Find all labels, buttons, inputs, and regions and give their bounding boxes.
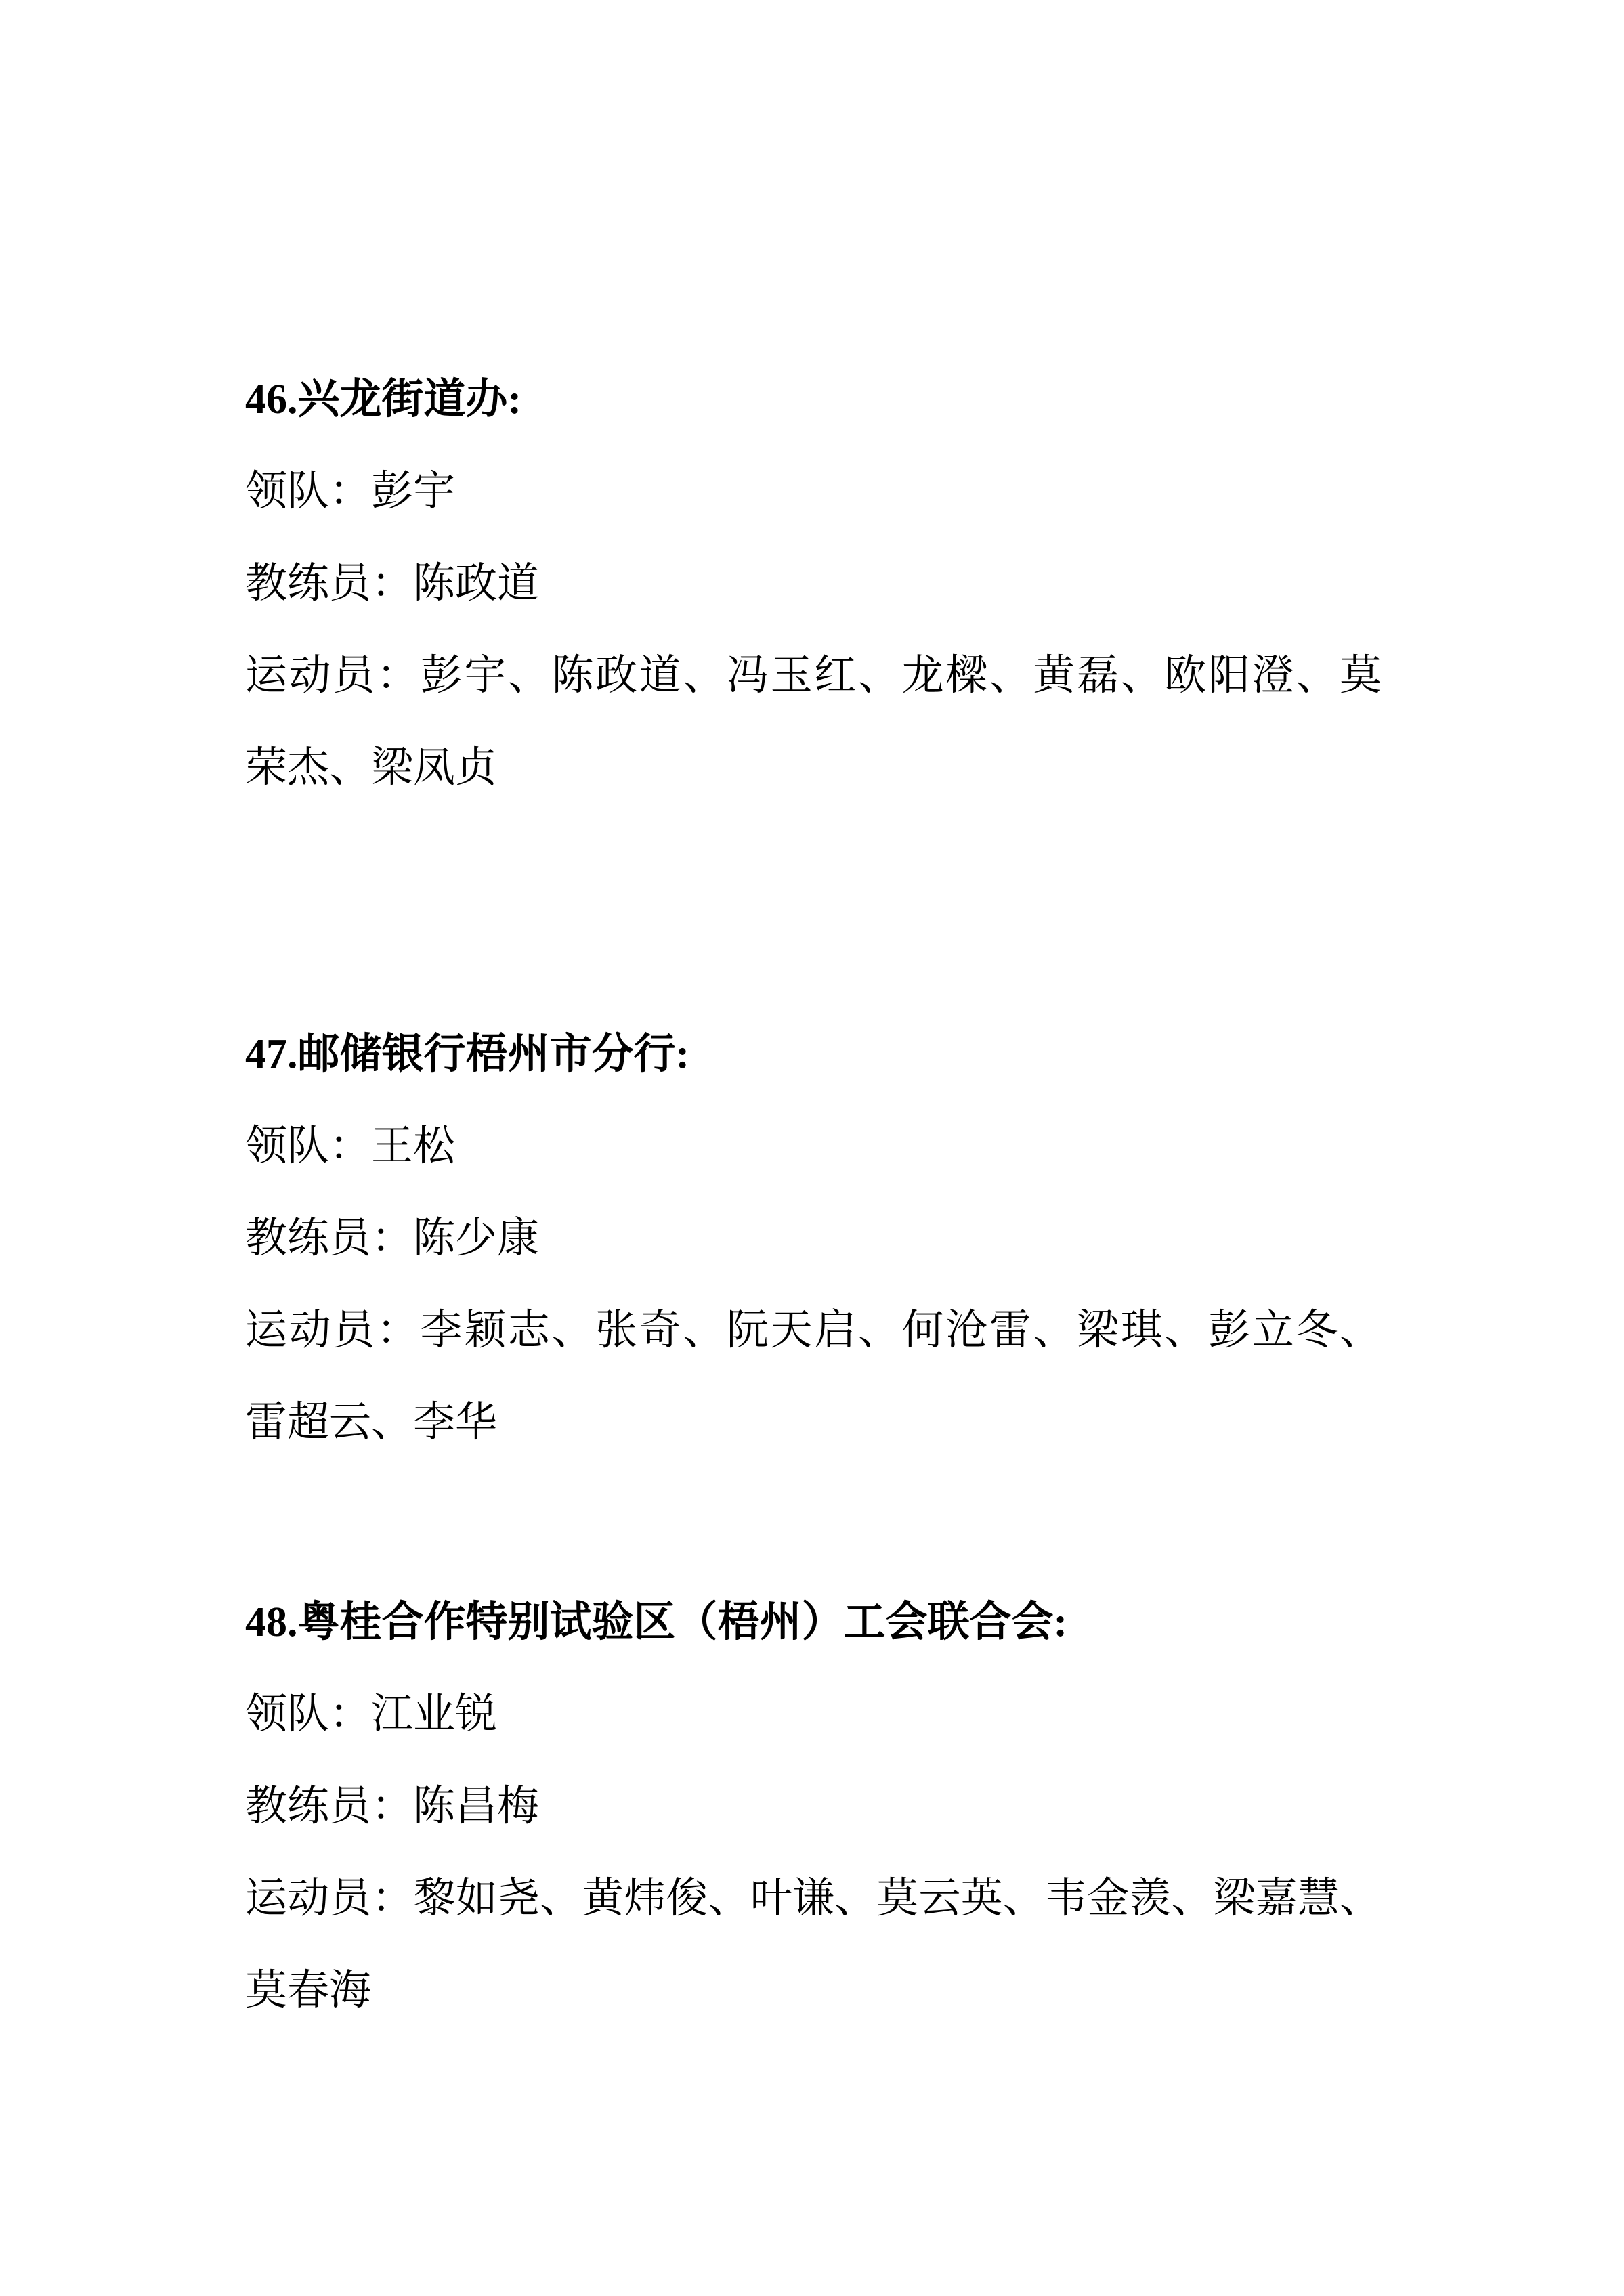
athletes-line-1: 运动员：李颖志、张奇、阮天启、何沧雷、梁琪、彭立冬、 — [245, 1307, 1382, 1353]
leader-line — [245, 1668, 1382, 1760]
coach-name: 陈政道 — [413, 561, 540, 607]
athletes-line-2: 莫春海 — [245, 1968, 372, 2014]
team-entry-47 — [245, 1008, 1382, 1469]
coach-label: 教练员： — [245, 1783, 414, 1829]
leader-label: 领队： — [245, 1691, 372, 1737]
athletes-line-2: 荣杰、梁凤贞 — [245, 745, 498, 791]
athletes-line-1: 运动员：黎如尧、黄炜俊、叶谦、莫云英、韦金羡、梁嘉慧、 — [245, 1876, 1382, 1922]
team-entry-48 — [245, 1576, 1382, 2037]
document-content — [245, 353, 1382, 2037]
coach-line — [245, 538, 1382, 630]
coach-name: 陈昌梅 — [413, 1783, 540, 1829]
leader-line — [245, 446, 1382, 538]
leader-name: 彭宇 — [371, 469, 456, 515]
coach-line — [245, 1760, 1382, 1853]
coach-name: 陈少康 — [413, 1215, 540, 1261]
coach-label: 教练员： — [245, 1215, 414, 1261]
coach-label: 教练员： — [245, 561, 414, 607]
athletes-line-1: 运动员：彭宇、陈政道、冯玉红、龙樑、黄磊、欧阳澄、莫 — [245, 653, 1382, 699]
athletes-line-2: 雷超云、李华 — [245, 1400, 498, 1446]
leader-name: 江业锐 — [371, 1691, 498, 1737]
leader-label: 领队： — [245, 469, 372, 515]
team-heading: 48.粤桂合作特别试验区（梧州）工会联合会: — [245, 1599, 1068, 1645]
leader-label: 领队： — [245, 1123, 372, 1169]
leader-line — [245, 1100, 1382, 1192]
coach-line — [245, 1192, 1382, 1284]
leader-name: 王松 — [371, 1123, 456, 1169]
team-heading: 46.兴龙街道办: — [245, 376, 522, 423]
team-heading: 47.邮储银行梧州市分行: — [245, 1031, 690, 1077]
team-entry-46 — [245, 353, 1382, 814]
